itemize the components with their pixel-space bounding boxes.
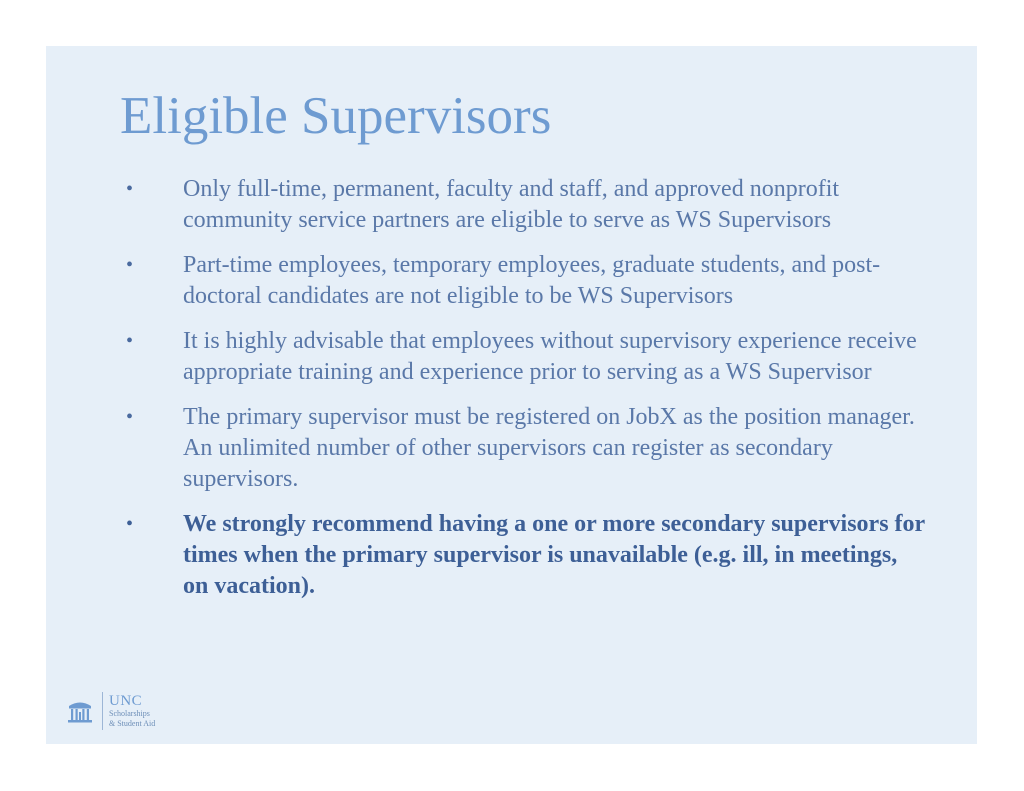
logo-subtitle-line1: Scholarships	[109, 708, 150, 718]
bullet-item	[126, 250, 926, 312]
bullet-item	[126, 326, 926, 388]
bullet-marker: •	[126, 254, 134, 276]
bullet-text: Part-time employees, temporary employees, graduate students, and post-doctoral candidates are not eligible to be WS Supervisors	[183, 252, 881, 309]
bullet-marker: •	[126, 513, 134, 535]
slide-title: Eligible Supervisors	[120, 87, 552, 145]
old-well-icon	[66, 697, 94, 725]
logo-name: UNC	[109, 692, 143, 709]
bullet-item	[126, 402, 926, 495]
bullet-marker: •	[126, 178, 134, 200]
slide	[46, 46, 977, 744]
logo-divider	[102, 692, 103, 730]
logo-text	[109, 694, 155, 729]
bullet-item	[126, 174, 926, 236]
logo-subtitle-line2: & Student Aid	[109, 718, 156, 728]
bullet-marker: •	[126, 330, 134, 352]
bullet-list	[126, 174, 926, 616]
bullet-text: The primary supervisor must be registered on JobX as the position manager. An unlimited number of other supervisors can register as secondary supervisors.	[183, 404, 915, 492]
bullet-item-emphasis	[126, 509, 926, 602]
bullet-text: We strongly recommend having a one or more secondary supervisors for times when the primary supervisor is unavailable (e.g. ill, in meetings, on vacation).	[183, 511, 925, 599]
bullet-text: It is highly advisable that employees without supervisory experience receive appropriate training and experience prior to serving as a WS Supervisor	[183, 328, 917, 385]
bullet-text: Only full-time, permanent, faculty and staff, and approved nonprofit community service partners are eligible to serve as WS Supervisors	[183, 176, 840, 233]
bullet-marker: •	[126, 406, 134, 428]
unc-logo	[66, 692, 155, 730]
